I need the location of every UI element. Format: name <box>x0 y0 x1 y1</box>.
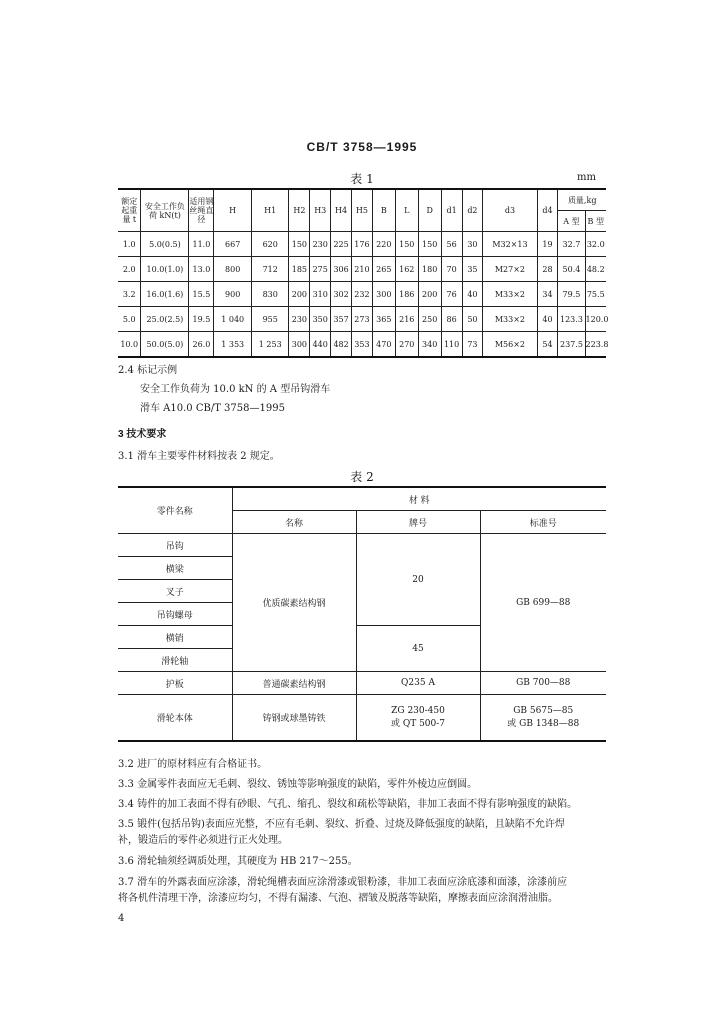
th-material-name: 名称 <box>232 511 356 534</box>
page-number: 4 <box>118 913 125 924</box>
th-H2: H2 <box>289 189 310 232</box>
material-quality-carbon: 优质碳素结构钢 <box>232 534 356 672</box>
th-H3: H3 <box>310 189 331 232</box>
th-d1: d1 <box>441 189 462 232</box>
part-pulley-body: 滑轮本体 <box>118 695 232 741</box>
th-H1: H1 <box>251 189 289 232</box>
clause-3-2: 3.2 进厂的原材料应有合格证书。 <box>118 759 268 770</box>
part-cross-pin: 横销 <box>118 626 232 649</box>
table1-row: 3.2 16.0(1.6) 15.5 900 830 200 310 302 232 300 186 200 76 40 M33×2 34 79.5 75.5 <box>118 282 606 307</box>
th-H4: H4 <box>331 189 352 232</box>
grade-45: 45 <box>356 626 480 672</box>
table1-row: 1.0 5.0(0.5) 11.0 667 620 150 230 225 176 220 150 150 56 30 M32×13 19 32.7 32.0 <box>118 232 606 257</box>
grade-q235a: Q235 A <box>356 672 480 695</box>
th-D: D <box>418 189 441 232</box>
document-header: CB/T 3758—1995 <box>306 140 418 154</box>
part-guard-plate: 护板 <box>118 672 232 695</box>
table1-caption: 表 1 <box>350 172 374 186</box>
th-B: B <box>372 189 395 232</box>
table1-row: 5.0 25.0(2.5) 19.5 1 040 955 230 350 357 273 365 216 250 86 50 M33×2 40 123.3 120.0 <box>118 307 606 332</box>
part-hook: 吊钩 <box>118 534 232 557</box>
std-pulley: GB 5675—85 或 GB 1348—88 <box>480 695 606 741</box>
clause-3-7-line1: 3.7 滑车的外露表面应涂漆，滑轮绳槽表面应涂滑漆或银粉漆，非加工表面应涂底漆和面漆，涂漆前应 <box>118 877 568 888</box>
table2 <box>118 486 606 742</box>
clause-3-5-line1: 3.5 锻件(包括吊钩)表面应光整，不应有毛刺、裂纹、折叠、过烧及降低强度的缺陷，且缺陷不允许焊 <box>118 819 565 830</box>
std-gb700: GB 700—88 <box>480 672 606 695</box>
part-fork: 叉子 <box>118 580 232 603</box>
grade-pulley: ZG 230-450 或 QT 500-7 <box>356 695 480 741</box>
th-standard: 标准号 <box>480 511 606 534</box>
section-2-4-title: 2.4 标记示例 <box>118 365 178 376</box>
th-material: 材 料 <box>232 487 606 511</box>
th-L: L <box>395 189 418 232</box>
table2-caption: 表 2 <box>350 470 374 484</box>
th-d3: d3 <box>483 189 537 232</box>
th-part-name: 零件名称 <box>118 487 232 534</box>
material-cast: 铸钢或球墨铸铁 <box>232 695 356 741</box>
clause-3-3: 3.3 金属零件表面应无毛刺、裂纹、锈蚀等影响强度的缺陷，零件外棱边应倒圆。 <box>118 779 478 790</box>
clause-3-6: 3.6 滑轮轴须经调质处理，其硬度为 HB 217～255。 <box>118 856 358 867</box>
section-2-4-line1: 安全工作负荷为 10.0 kN 的 A 型吊钩滑车 <box>140 384 331 395</box>
table1-unit: mm <box>577 172 596 183</box>
part-crossbeam: 横梁 <box>118 557 232 580</box>
clause-3-4: 3.4 铸件的加工表面不得有砂眼、气孔、缩孔、裂纹和疏松等缺陷，非加工表面不得有影响强度的缺陷。 <box>118 799 578 810</box>
th-d4: d4 <box>537 189 558 232</box>
th-mass-a: A 型 <box>558 211 585 232</box>
section-2-4-line2: 滑车 A10.0 CB/T 3758—1995 <box>140 403 285 414</box>
th-d2: d2 <box>462 189 483 232</box>
table1 <box>118 188 609 358</box>
part-pulley-shaft: 滑轮轴 <box>118 649 232 672</box>
material-plain-carbon: 普通碳素结构钢 <box>232 672 356 695</box>
th-rated: 额定起重量 t <box>118 189 141 232</box>
table1-row: 2.0 10.0(1.0) 13.0 800 712 185 275 306 210 265 162 180 70 35 M27×2 28 50.4 48.2 <box>118 257 606 282</box>
clause-3-1: 3.1 滑车主要零件材料按表 2 规定。 <box>118 451 280 462</box>
table1-row: 10.0 50.0(5.0) 26.0 1 353 1 253 300 440 482 353 470 270 340 110 73 M56×2 54 237.5 223.8 <box>118 332 606 358</box>
th-H5: H5 <box>352 189 373 232</box>
th-H: H <box>214 189 252 232</box>
grade-20: 20 <box>356 534 480 626</box>
th-grade: 牌号 <box>356 511 480 534</box>
th-rope-dia: 适用钢丝绳直径 <box>189 189 214 232</box>
th-mass-b: B 型 <box>585 211 606 232</box>
part-hook-nut: 吊钩螺母 <box>118 603 232 626</box>
th-mass: 质量,kg <box>558 189 606 211</box>
section-3-title: 3 技术要求 <box>118 429 167 440</box>
std-gb699: GB 699—88 <box>480 534 606 672</box>
th-safe-load: 安全工作负荷 kN(t) <box>141 189 189 232</box>
clause-3-7-line2: 将各机件清理干净，涂漆应均匀，不得有漏漆、气泡、褶皱及脱落等缺陷，摩擦表面应涂润滑油脂。 <box>118 893 558 904</box>
clause-3-5-line2: 补，锻造后的零件必须进行正火处理。 <box>118 835 288 846</box>
